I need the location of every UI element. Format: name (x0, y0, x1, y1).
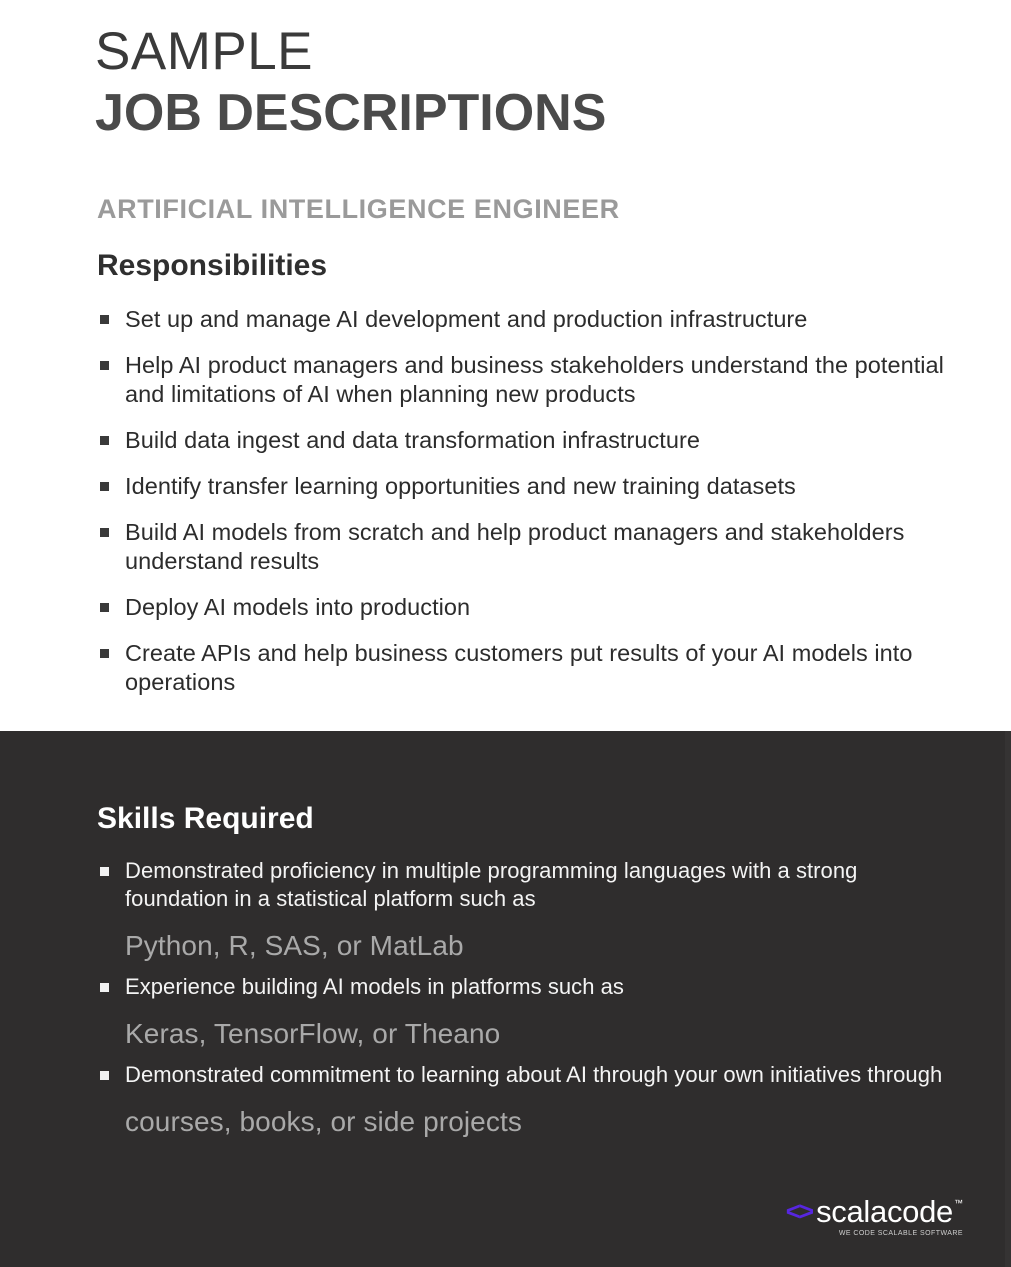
list-item (95, 1061, 951, 1141)
list-item (95, 857, 951, 965)
trademark-icon: ™ (954, 1198, 963, 1208)
skill-example-text: Keras, TensorFlow, or Theano (125, 1018, 501, 1049)
skill-text: Demonstrated commitment to learning about AI through your own initiatives through (125, 1062, 943, 1087)
logo-text-group (816, 1196, 963, 1239)
square-bullet-icon (100, 867, 109, 876)
list-item (95, 973, 951, 1053)
list-item-text: Identify transfer learning opportunities and new training datasets (125, 473, 796, 499)
list-item (95, 639, 951, 697)
list-item-text: Deploy AI models into production (125, 594, 471, 620)
skills-section (0, 731, 1011, 1267)
logo-wordmark-row (816, 1196, 963, 1228)
code-brackets-icon: <> (785, 1196, 813, 1226)
square-bullet-icon (100, 361, 109, 370)
list-item (95, 351, 951, 409)
square-bullet-icon (100, 482, 109, 491)
logo-wordmark: scalacode (816, 1194, 953, 1229)
square-bullet-icon (100, 315, 109, 324)
role-heading: ARTIFICIAL INTELLIGENCE ENGINEER (97, 194, 620, 224)
list-item-text: Set up and manage AI development and production infrastructure (125, 306, 808, 332)
logo-tagline: WE CODE SCALABLE SOFTWARE (838, 1230, 963, 1237)
skill-text: Experience building AI models in platforms such as (125, 974, 624, 999)
square-bullet-icon (100, 603, 109, 612)
square-bullet-icon (100, 528, 109, 537)
list-item-text: Build data ingest and data transformation infrastructure (125, 427, 700, 453)
skill-example-text: courses, books, or side projects (125, 1106, 522, 1137)
list-item (95, 593, 951, 622)
list-item (95, 426, 951, 455)
responsibilities-list (95, 305, 951, 697)
square-bullet-icon (100, 436, 109, 445)
list-item-text: Build AI models from scratch and help product managers and stakeholders understand results (125, 519, 905, 574)
list-item (95, 305, 951, 334)
list-item-text: Help AI product managers and business stakeholders understand the potential and limitations of AI when planning new products (125, 352, 944, 407)
square-bullet-icon (100, 649, 109, 658)
list-item (95, 472, 951, 501)
scalacode-logo (786, 1196, 963, 1239)
skills-list (95, 857, 951, 1141)
responsibilities-heading: Responsibilities (97, 249, 328, 282)
skill-text: Demonstrated proficiency in multiple programming languages with a strong foundation in a statistical platform such as (125, 858, 858, 911)
title-line-job-descriptions: JOB DESCRIPTIONS (95, 84, 607, 142)
title-line-sample: SAMPLE (95, 22, 314, 81)
page-title (95, 22, 951, 144)
list-item-text: Create APIs and help business customers put results of your AI models into operations (125, 640, 913, 695)
list-item (95, 518, 951, 576)
square-bullet-icon (100, 983, 109, 992)
skill-example-text: Python, R, SAS, or MatLab (125, 930, 464, 961)
skills-heading: Skills Required (97, 802, 314, 835)
square-bullet-icon (100, 1071, 109, 1080)
